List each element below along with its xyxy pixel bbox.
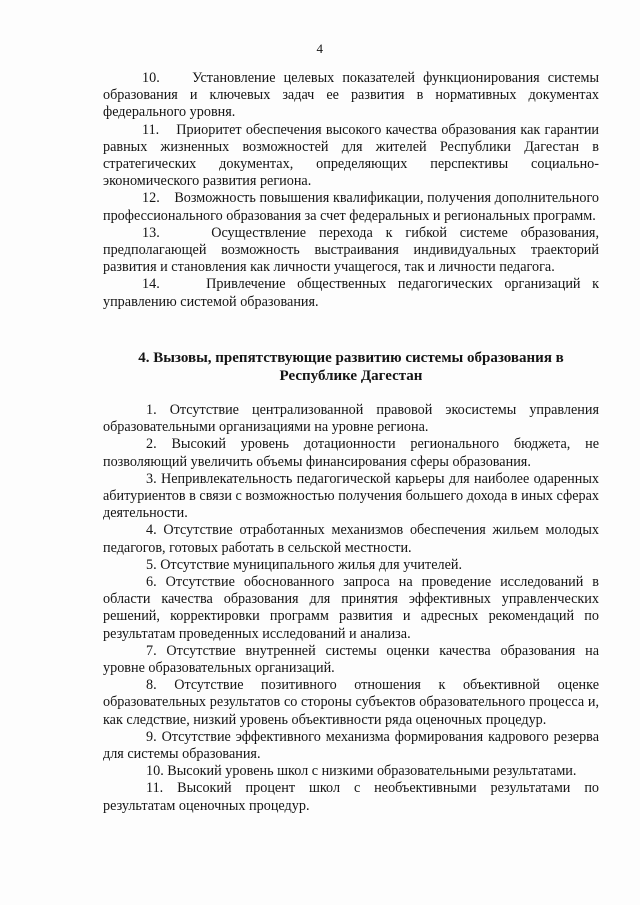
list-item-number: 1. <box>146 402 157 418</box>
list-item <box>103 780 599 814</box>
list-item <box>103 677 599 729</box>
list-item <box>103 643 599 677</box>
list-item <box>103 574 599 643</box>
list-item <box>103 402 599 436</box>
list-item <box>103 557 599 574</box>
list-item-number: 3. <box>146 470 157 487</box>
list-item-text: Отсутствие отработанных механизмов обеспечения жильем молодых педагогов, готовых работать в сельской местности. <box>103 522 599 556</box>
list-item-text: Высокий процент школ с необъективными результатами по результатам оценочных процедур. <box>103 780 600 814</box>
list-item <box>103 522 599 556</box>
list-item <box>103 122 599 191</box>
list-item-text: Отсутствие муниципального жилья для учителей. <box>160 556 463 573</box>
list-item <box>103 471 599 523</box>
list-item-number: 14. <box>142 276 160 293</box>
list-item-number: 2. <box>146 436 157 453</box>
priorities-list <box>103 70 599 311</box>
list-item <box>103 70 599 122</box>
list-item <box>103 276 599 310</box>
list-item-text: Отсутствие позитивного отношения к объективной оценке образовательных результатов со стороны субъектов образовательного процесса и, как следствие, низкий уровень объективности ряда оценочных процедур. <box>103 677 599 728</box>
list-item-number: 12. <box>142 190 160 207</box>
list-item-number: 7. <box>146 642 157 659</box>
list-item-text: Отсутствие обоснованного запроса на проведение исследований в области качества образования для принятия эффективных управленческих решений, корректировки программ развития и адресных рекомендаций по результатам проведенных исследований и анализа. <box>103 574 600 642</box>
list-item <box>103 225 599 277</box>
list-item-text: Отсутствие внутренней системы оценки качества образования на уровне образовательных организаций. <box>103 642 599 677</box>
list-item-number: 9. <box>146 728 157 745</box>
list-item-text: Отсутствие централизованной правовой экосистемы управления образовательными организациями на уровне региона. <box>103 402 600 436</box>
list-item-number: 11. <box>146 780 164 797</box>
challenges-list <box>103 402 599 815</box>
list-item-text: Приоритет обеспечения высокого качества образования как гарантии равных жизненных возможностей для жителей Республики Дагестан в стратегических документах, определяющих перспективы социально-экономического развития региона. <box>103 121 600 190</box>
list-item-text: Высокий уровень дотационности регионального бюджета, не позволяющий увеличить объемы финансирования сферы образования. <box>103 436 600 470</box>
list-item-text: Осуществление перехода к гибкой системе образования, предполагающей возможность выстраивания индивидуальных траекторий развития и становления как личности учащегося, так и личности педагога. <box>103 224 599 276</box>
list-item-number: 13. <box>142 224 160 241</box>
list-item-text: Привлечение общественных педагогических организаций к управлению системой образования. <box>103 276 600 310</box>
list-item-number: 11. <box>142 121 160 138</box>
list-item-number: 10. <box>146 763 164 780</box>
list-item-text: Высокий уровень школ с низкими образовательными результатами. <box>167 763 577 780</box>
list-item <box>103 763 599 780</box>
list-item-text: Установление целевых показателей функционирования системы образования и ключевых задач ее развития в нормативных документах федерального уровня. <box>103 70 600 121</box>
list-item-text: Отсутствие эффективного механизма формирования кадрового резерва для системы образования. <box>103 728 599 763</box>
section-heading-line: 4. Вызовы, препятствующие развитию системы образования в <box>138 350 564 366</box>
list-item-text: Непривлекательность педагогической карьеры для наиболее одаренных абитуриентов в связи с возможностью получения большего дохода в иных сферах деятельности. <box>103 470 599 522</box>
list-item-text: Возможность повышения квалификации, получения дополнительного профессионального образования за счет федеральных и региональных программ. <box>103 190 599 224</box>
list-item-number: 6. <box>146 574 157 591</box>
list-item-number: 4. <box>146 522 157 539</box>
page-number: 4 <box>316 41 324 56</box>
list-item <box>103 436 599 470</box>
section-heading <box>103 349 599 385</box>
list-item <box>103 190 599 224</box>
section-heading-line: Республике Дагестан <box>279 368 423 384</box>
list-item <box>103 729 599 763</box>
list-item-number: 8. <box>146 677 157 694</box>
list-item-number: 10. <box>142 70 160 86</box>
list-item-number: 5. <box>146 556 157 573</box>
